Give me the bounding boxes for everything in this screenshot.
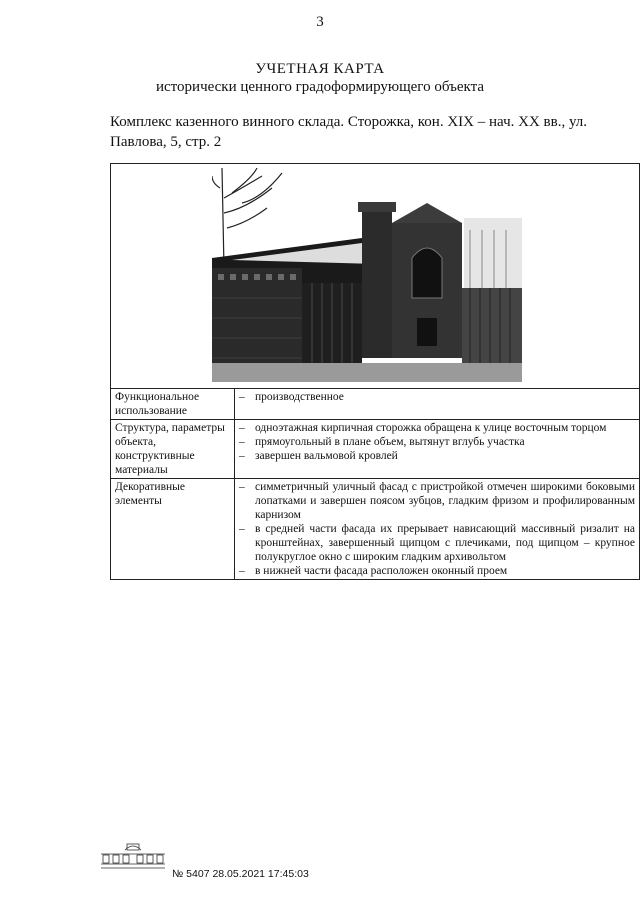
row-label: Декоративные элементы — [111, 479, 235, 580]
list-item — [239, 564, 635, 578]
list-item — [239, 421, 635, 435]
item-text: завершен вальмовой кровлей — [255, 450, 398, 462]
photo-cell — [111, 164, 639, 389]
table-row — [111, 479, 639, 580]
properties-table — [111, 389, 639, 579]
row-label: Функциональное использование — [111, 389, 235, 420]
row-content — [235, 389, 640, 420]
item-text: симметричный уличный фасад с пристройкой отмечен широкими боковыми лопатками и завершен поясом зубцов, гладким фризом и профилированным карнизом — [255, 481, 635, 521]
item-text: одноэтажная кирпичная сторожка обращена к улице восточным торцом — [255, 422, 607, 434]
document-title: УЧЕТНАЯ КАРТА — [255, 61, 385, 77]
item-marker: – — [239, 450, 245, 462]
item-marker: – — [239, 523, 245, 535]
table-row — [111, 389, 639, 420]
item-text: прямоугольный в плане объем, вытянут вглубь участка — [255, 436, 525, 448]
list-item — [239, 480, 635, 522]
document-subtitle: исторически ценного градоформирующего объекта — [156, 79, 484, 95]
item-marker: – — [239, 565, 245, 577]
item-text: в нижней части фасада расположен оконный проем — [255, 565, 508, 577]
object-name: Комплекс казенного винного склада. Сторожка, кон. XIX – нач. XX вв., ул. Павлова, 5, стр. 2 — [110, 114, 588, 150]
item-marker: – — [239, 391, 245, 403]
list-item — [239, 390, 635, 404]
row-content — [235, 420, 640, 479]
list-item — [239, 522, 635, 564]
table-row — [111, 420, 639, 479]
record-card — [110, 163, 640, 580]
registration-number: № 5407 28.05.2021 17:45:03 — [172, 868, 309, 880]
item-marker: – — [239, 436, 245, 448]
item-marker: – — [239, 481, 245, 493]
government-seal-stamp — [97, 838, 169, 874]
row-content — [235, 479, 640, 580]
item-text: в средней части фасада их прерывает нависающий массивный ризалит на кронштейнах, завершенный щипцом с плечиками, под щипцом – крупное полукруглое окно с широким гладким архивольтом — [255, 523, 635, 563]
list-item — [239, 435, 635, 449]
building-photo — [212, 168, 522, 382]
item-text: производственное — [255, 391, 344, 403]
page-number: 3 — [316, 14, 324, 30]
list-item — [239, 449, 635, 463]
item-marker: – — [239, 422, 245, 434]
row-label: Структура, параметры объекта, конструктивные материалы — [111, 420, 235, 479]
